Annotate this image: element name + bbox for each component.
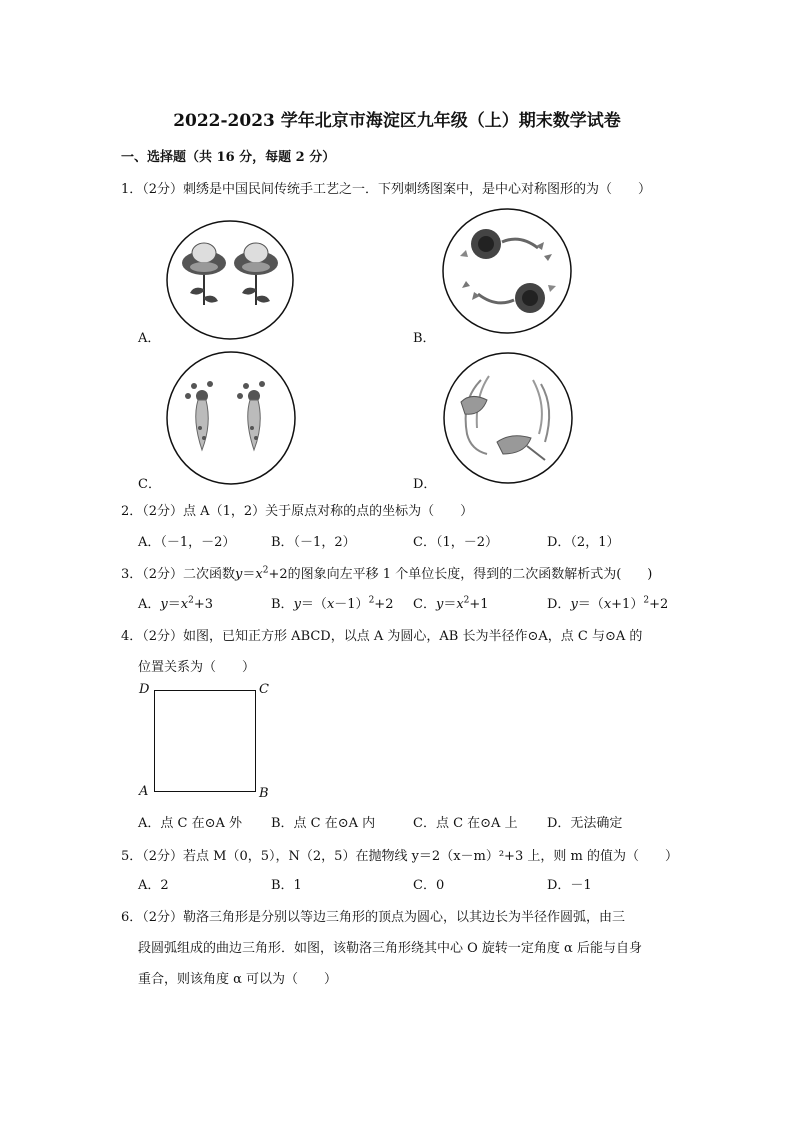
question-2-text: 2．（2分）点 A（1，2）关于原点对称的点的坐标为（ ）: [121, 504, 474, 519]
q2-option-a: A．（－1，－2）: [138, 535, 236, 550]
q1-option-a-label: A．: [138, 331, 161, 346]
q4-option-d: D．无法确定: [547, 816, 623, 831]
question-4-line1: 4．（2分）如图，已知正方形 ABCD，以点 A 为圆心，AB 长为半径作⊙A，点 C 与⊙A 的: [121, 629, 643, 644]
embroidery-image-c: [164, 350, 298, 487]
vertex-label-d: D: [139, 682, 150, 697]
vertex-label-a: A: [139, 784, 149, 799]
embroidery-image-a: [164, 219, 296, 341]
question-6-line2: 段圆弧组成的曲边三角形．如图，该勒洛三角形绕其中心 O 旋转一定角度 α 后能与自身: [138, 941, 642, 956]
q4-option-a: A．点 C 在⊙A 外: [138, 816, 243, 831]
q1-option-b-label: B．: [413, 331, 436, 346]
q2-option-b: B．（－1，2）: [271, 535, 356, 550]
q3-option-d: D．$y=(x+1)^2+2$: [547, 595, 669, 612]
embroidery-image-d: [441, 350, 575, 486]
section-heading: 一、选择题（共 16 分，每题 2 分）: [121, 150, 336, 165]
q1-option-d-label: D．: [413, 477, 437, 492]
q3-suffix: 的图象向左平移 1 个单位长度，得到的二次函数解析式为( ): [287, 567, 653, 582]
q3-option-c: C．$y=x^2+1$: [413, 595, 489, 612]
question-5-text: 5．（2分）若点 M（0，5），N（2，5）在抛物线 y＝2（x－m）²+3 上，则 m 的值为（ ）: [121, 849, 678, 864]
question-6-line1: 6．（2分）勒洛三角形是分别以等边三角形的顶点为圆心，以其边长为半径作圆弧，由三: [121, 910, 626, 925]
embroidery-image-b: [440, 206, 575, 336]
question-4-line2: 位置关系为（ ）: [138, 660, 256, 675]
q4-option-b: B．点 C 在⊙A 内: [271, 816, 376, 831]
q5-option-a: A．2: [138, 878, 169, 893]
vertex-label-b: B: [259, 786, 269, 801]
page-title: 2022-2023 学年北京市海淀区九年级（上）期末数学试卷: [173, 111, 621, 131]
q3-option-b: B．$y=(x-1)^2+2$: [271, 595, 394, 612]
q3-prefix: 3．（2分）二次函数: [121, 567, 236, 582]
question-1-text: 1．（2分）刺绣是中国民间传统手工艺之一．下列刺绣图案中，是中心对称图形的为（ ）: [121, 182, 652, 197]
q1-option-c-label: C．: [138, 477, 161, 492]
question-3-text: 3．（2分）二次函数$y=x^2+2$的图象向左平移 1 个单位长度，得到的二次函数解析式为( ): [121, 565, 653, 582]
square-abcd-figure: [154, 690, 256, 792]
q5-option-c: C．0: [413, 878, 445, 893]
q4-option-c: C．点 C 在⊙A 上: [413, 816, 518, 831]
q2-option-c: C．（1，－2）: [413, 535, 498, 550]
q2-option-d: D．（2，1）: [547, 535, 620, 550]
q5-option-b: B．1: [271, 878, 302, 893]
question-6-line3: 重合，则该角度 α 可以为（ ）: [138, 972, 338, 987]
q3-option-a: A．$y=x^2+3$: [138, 595, 214, 612]
q5-option-d: D．－1: [547, 878, 592, 893]
vertex-label-c: C: [259, 682, 269, 697]
